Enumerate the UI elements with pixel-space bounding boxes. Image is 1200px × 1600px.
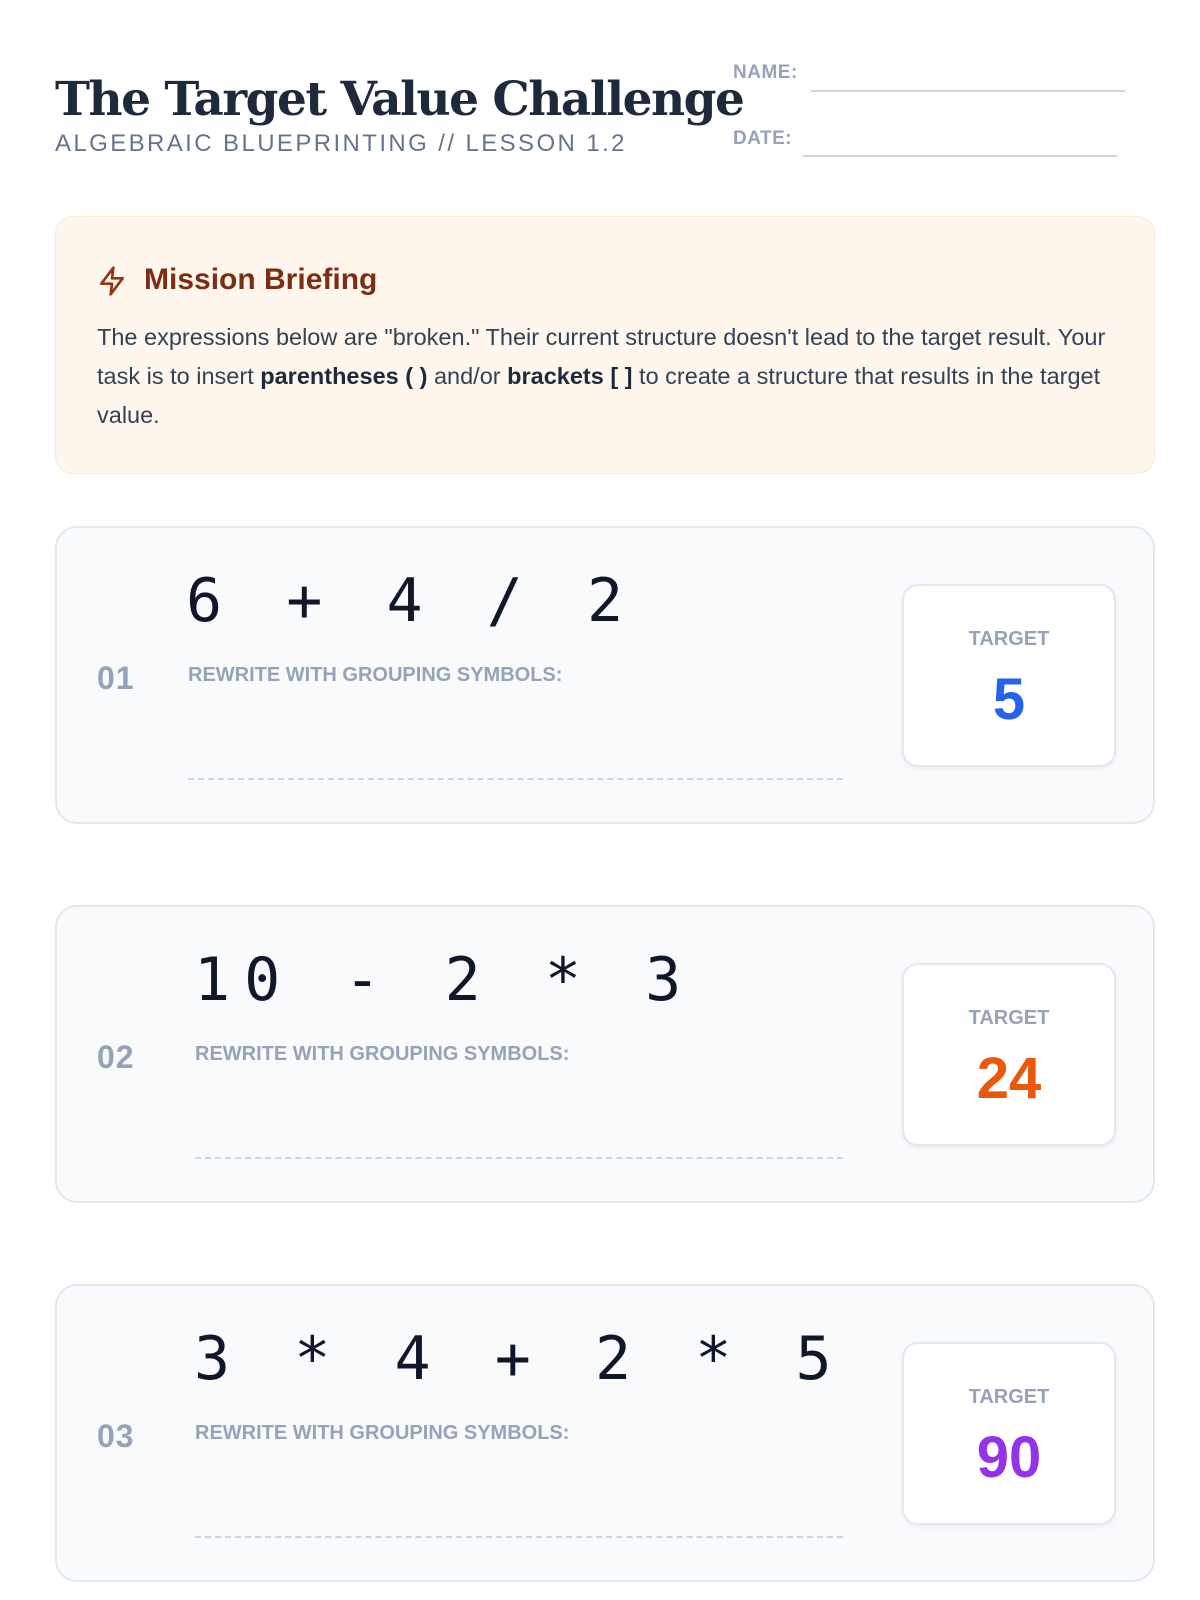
- answer-input[interactable]: [195, 1107, 847, 1155]
- briefing-title: Mission Briefing: [144, 263, 378, 296]
- target-label: TARGET: [968, 1386, 1050, 1408]
- problem-number: 01: [97, 660, 135, 696]
- rewrite-label: REWRITE WITH GROUPING SYMBOLS:: [188, 664, 563, 686]
- answer-input[interactable]: [195, 1486, 847, 1534]
- target-label: TARGET: [968, 1007, 1050, 1029]
- problem-card: [55, 526, 1155, 824]
- page-title: The Target Value Challenge: [55, 72, 744, 127]
- worksheet-header: [55, 60, 1155, 170]
- answer-line: [195, 1157, 843, 1159]
- parentheses-emphasis: parentheses ( ): [260, 363, 428, 389]
- problem-number: 03: [97, 1418, 135, 1454]
- name-field[interactable]: [811, 90, 1125, 92]
- answer-line: [195, 1536, 843, 1538]
- brackets-emphasis: brackets [ ]: [507, 363, 633, 389]
- problem-expression: 10 - 2 * 3: [194, 945, 696, 1015]
- rewrite-label: REWRITE WITH GROUPING SYMBOLS:: [195, 1043, 570, 1065]
- problem-number: 02: [97, 1039, 135, 1075]
- problem-expression: 3 * 4 + 2 * 5: [194, 1324, 846, 1394]
- mission-briefing-panel: [55, 216, 1155, 474]
- target-label: TARGET: [968, 628, 1050, 650]
- problem-expression: 6 + 4 / 2: [186, 566, 638, 636]
- date-label: DATE:: [733, 128, 793, 149]
- page-subtitle: ALGEBRAIC BLUEPRINTING // LESSON 1.2: [55, 130, 627, 157]
- rewrite-label: REWRITE WITH GROUPING SYMBOLS:: [195, 1422, 570, 1444]
- problem-card: [55, 1284, 1155, 1582]
- briefing-text: [97, 318, 1107, 435]
- target-value: 24: [976, 1046, 1042, 1111]
- target-value: 90: [976, 1425, 1042, 1490]
- date-field[interactable]: [803, 155, 1117, 157]
- briefing-text-part: and/or: [427, 363, 508, 389]
- problem-card: [55, 905, 1155, 1203]
- target-box: [902, 1342, 1116, 1525]
- name-label: NAME:: [733, 62, 798, 83]
- answer-input[interactable]: [188, 728, 847, 776]
- target-box: [902, 584, 1116, 767]
- lightning-bolt-icon: [96, 264, 128, 298]
- briefing-text-part: The expressions below are "broken." Their current structure doesn't lead to the target result. Your task is to insert: [97, 324, 1106, 389]
- briefing-text-part: to create a structure that results in the target value.: [97, 363, 1101, 428]
- target-value: 5: [992, 667, 1026, 732]
- answer-line: [188, 778, 843, 780]
- target-box: [902, 963, 1116, 1146]
